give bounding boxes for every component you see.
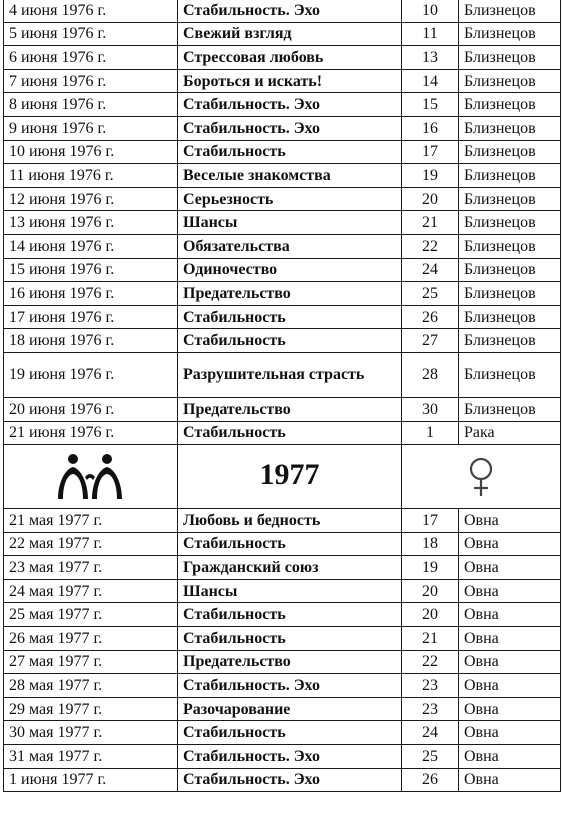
sign-cell: Близнецов <box>459 211 561 235</box>
sign-cell: Овна <box>459 745 561 769</box>
number-cell: 18 <box>402 532 459 556</box>
date-cell: 25 мая 1977 г. <box>4 603 178 627</box>
venus-cell <box>402 445 561 509</box>
theme-cell: Обязательства <box>178 234 402 258</box>
year-header-row <box>4 445 561 509</box>
sign-cell: Овна <box>459 650 561 674</box>
table-row <box>4 352 561 397</box>
gemini-twins-icon <box>55 453 127 501</box>
table-row <box>4 509 561 533</box>
number-cell: 17 <box>402 509 459 533</box>
sign-cell: Овна <box>459 721 561 745</box>
number-cell: 21 <box>402 211 459 235</box>
theme-cell: Стабильность <box>178 421 402 445</box>
theme-cell: Разочарование <box>178 697 402 721</box>
date-cell: 5 июня 1976 г. <box>4 22 178 46</box>
sign-cell: Овна <box>459 556 561 580</box>
theme-cell: Стабильность. Эхо <box>178 745 402 769</box>
date-cell: 16 июня 1976 г. <box>4 282 178 306</box>
sign-cell: Близнецов <box>459 258 561 282</box>
date-cell: 8 июня 1976 г. <box>4 93 178 117</box>
number-cell: 16 <box>402 116 459 140</box>
table-row <box>4 164 561 188</box>
theme-cell: Стабильность <box>178 140 402 164</box>
number-cell: 20 <box>402 579 459 603</box>
sign-cell: Овна <box>459 697 561 721</box>
table-row <box>4 211 561 235</box>
theme-cell: Предательство <box>178 282 402 306</box>
date-cell: 28 мая 1977 г. <box>4 674 178 698</box>
table-row <box>4 22 561 46</box>
theme-cell: Стабильность. Эхо <box>178 0 402 22</box>
sign-cell: Близнецов <box>459 116 561 140</box>
sign-cell: Овна <box>459 674 561 698</box>
date-cell: 14 июня 1976 г. <box>4 234 178 258</box>
table-row <box>4 603 561 627</box>
number-cell: 17 <box>402 140 459 164</box>
theme-cell: Свежий взгляд <box>178 22 402 46</box>
theme-cell: Гражданский союз <box>178 556 402 580</box>
sign-cell: Овна <box>459 603 561 627</box>
number-cell: 1 <box>402 421 459 445</box>
sign-cell: Овна <box>459 627 561 651</box>
theme-cell: Стабильность. Эхо <box>178 116 402 140</box>
sign-cell: Близнецов <box>459 397 561 421</box>
theme-cell: Шансы <box>178 579 402 603</box>
sign-cell: Близнецов <box>459 93 561 117</box>
table-row <box>4 745 561 769</box>
date-cell: 26 мая 1977 г. <box>4 627 178 651</box>
sign-cell: Близнецов <box>459 0 561 22</box>
date-cell: 15 июня 1976 г. <box>4 258 178 282</box>
table-row <box>4 282 561 306</box>
table-row <box>4 650 561 674</box>
table-row <box>4 579 561 603</box>
number-cell: 26 <box>402 768 459 792</box>
theme-cell: Предательство <box>178 397 402 421</box>
sign-cell: Близнецов <box>459 282 561 306</box>
date-cell: 23 мая 1977 г. <box>4 556 178 580</box>
theme-cell: Стабильность. Эхо <box>178 93 402 117</box>
date-cell: 17 июня 1976 г. <box>4 305 178 329</box>
rows-1977 <box>4 509 561 792</box>
table-row <box>4 116 561 140</box>
number-cell: 30 <box>402 397 459 421</box>
theme-cell: Стабильность. Эхо <box>178 768 402 792</box>
table-row <box>4 187 561 211</box>
date-cell: 19 июня 1976 г. <box>4 352 178 397</box>
table-row <box>4 69 561 93</box>
table-row <box>4 697 561 721</box>
date-cell: 6 июня 1976 г. <box>4 46 178 70</box>
table-row <box>4 421 561 445</box>
theme-cell: Стабильность <box>178 627 402 651</box>
theme-cell: Стабильность <box>178 532 402 556</box>
number-cell: 26 <box>402 305 459 329</box>
theme-cell: Стабильность <box>178 305 402 329</box>
theme-cell: Разрушительная страсть <box>178 352 402 397</box>
table-row <box>4 234 561 258</box>
theme-cell: Стабильность <box>178 603 402 627</box>
table-row <box>4 140 561 164</box>
number-cell: 21 <box>402 627 459 651</box>
number-cell: 27 <box>402 329 459 353</box>
number-cell: 22 <box>402 234 459 258</box>
sign-cell: Овна <box>459 509 561 533</box>
number-cell: 10 <box>402 0 459 22</box>
venus-symbol-icon <box>466 456 496 498</box>
date-cell: 1 июня 1977 г. <box>4 768 178 792</box>
theme-cell: Бороться и искать! <box>178 69 402 93</box>
table-row <box>4 556 561 580</box>
date-cell: 29 мая 1977 г. <box>4 697 178 721</box>
theme-cell: Стабильность. Эхо <box>178 674 402 698</box>
sign-cell: Близнецов <box>459 329 561 353</box>
number-cell: 15 <box>402 93 459 117</box>
sign-cell: Овна <box>459 532 561 556</box>
theme-cell: Серьезность <box>178 187 402 211</box>
number-cell: 23 <box>402 697 459 721</box>
date-cell: 24 мая 1977 г. <box>4 579 178 603</box>
number-cell: 24 <box>402 258 459 282</box>
number-cell: 11 <box>402 22 459 46</box>
sign-cell: Близнецов <box>459 187 561 211</box>
astro-table <box>3 0 561 792</box>
date-cell: 21 мая 1977 г. <box>4 509 178 533</box>
rows-1976 <box>4 0 561 445</box>
sign-cell: Овна <box>459 579 561 603</box>
number-cell: 20 <box>402 603 459 627</box>
theme-cell: Стабильность <box>178 721 402 745</box>
date-cell: 11 июня 1976 г. <box>4 164 178 188</box>
sign-cell: Близнецов <box>459 352 561 397</box>
number-cell: 28 <box>402 352 459 397</box>
date-cell: 21 июня 1976 г. <box>4 421 178 445</box>
theme-cell: Стрессовая любовь <box>178 46 402 70</box>
date-cell: 27 мая 1977 г. <box>4 650 178 674</box>
date-cell: 9 июня 1976 г. <box>4 116 178 140</box>
sign-cell: Близнецов <box>459 234 561 258</box>
theme-cell: Любовь и бедность <box>178 509 402 533</box>
date-cell: 12 июня 1976 г. <box>4 187 178 211</box>
sign-cell: Близнецов <box>459 22 561 46</box>
sign-cell: Овна <box>459 768 561 792</box>
number-cell: 23 <box>402 674 459 698</box>
table-row <box>4 721 561 745</box>
date-cell: 10 июня 1976 г. <box>4 140 178 164</box>
number-cell: 19 <box>402 556 459 580</box>
table-row <box>4 258 561 282</box>
date-cell: 31 мая 1977 г. <box>4 745 178 769</box>
date-cell: 22 мая 1977 г. <box>4 532 178 556</box>
date-cell: 30 мая 1977 г. <box>4 721 178 745</box>
table-row <box>4 93 561 117</box>
date-cell: 13 июня 1976 г. <box>4 211 178 235</box>
date-cell: 20 июня 1976 г. <box>4 397 178 421</box>
sign-cell: Близнецов <box>459 140 561 164</box>
number-cell: 22 <box>402 650 459 674</box>
table-row <box>4 329 561 353</box>
gemini-cell <box>4 445 178 509</box>
year-header-section <box>4 445 561 509</box>
date-cell: 7 июня 1976 г. <box>4 69 178 93</box>
table-row <box>4 0 561 22</box>
year-label: 1977 <box>259 457 320 491</box>
number-cell: 25 <box>402 745 459 769</box>
number-cell: 20 <box>402 187 459 211</box>
number-cell: 13 <box>402 46 459 70</box>
date-cell: 4 июня 1976 г. <box>4 0 178 22</box>
number-cell: 19 <box>402 164 459 188</box>
date-cell: 18 июня 1976 г. <box>4 329 178 353</box>
sign-cell: Рака <box>459 421 561 445</box>
theme-cell: Стабильность <box>178 329 402 353</box>
theme-cell: Предательство <box>178 650 402 674</box>
table-row <box>4 46 561 70</box>
table-row <box>4 305 561 329</box>
number-cell: 14 <box>402 69 459 93</box>
table-row <box>4 768 561 792</box>
number-cell: 25 <box>402 282 459 306</box>
sign-cell: Близнецов <box>459 305 561 329</box>
sign-cell: Близнецов <box>459 164 561 188</box>
table-row <box>4 397 561 421</box>
sign-cell: Близнецов <box>459 46 561 70</box>
theme-cell: Шансы <box>178 211 402 235</box>
table-row <box>4 627 561 651</box>
number-cell: 24 <box>402 721 459 745</box>
table-row <box>4 674 561 698</box>
theme-cell: Одиночество <box>178 258 402 282</box>
sign-cell: Близнецов <box>459 69 561 93</box>
year-cell <box>178 445 402 509</box>
table-row <box>4 532 561 556</box>
theme-cell: Веселые знакомства <box>178 164 402 188</box>
